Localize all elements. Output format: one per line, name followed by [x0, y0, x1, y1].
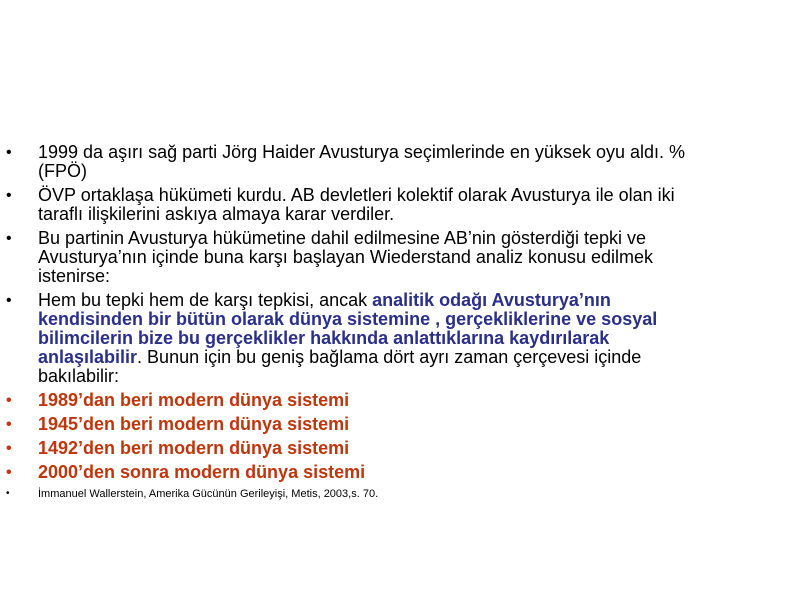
list-item-citation: [6, 487, 706, 501]
bullet-list: [6, 143, 706, 506]
bullet-text: 1492’den beri modern dünya sistemi: [38, 438, 350, 458]
bullet-text: 1989’dan beri modern dünya sistemi: [38, 390, 350, 410]
list-item-period: [6, 391, 706, 410]
bullet-icon: •: [6, 292, 12, 309]
list-item: [6, 291, 706, 386]
bullet-icon: •: [6, 464, 12, 481]
list-item-period: [6, 415, 706, 434]
list-item-period: [6, 463, 706, 482]
citation-text: İmmanuel Wallerstein, Amerika Gücünün Gerileyişi, Metis, 2003,s. 70.: [38, 488, 379, 500]
list-item-period: [6, 439, 706, 458]
bullet-text: Bu partinin Avusturya hükümetine dahil edilmesine AB’nin gösterdiği tepki ve Avusturya’nın içinde buna karşı başlayan Wiederstand analiz konusu edilmek istenirse:: [38, 228, 654, 286]
bullet-icon: •: [6, 440, 12, 457]
bullet-icon: •: [6, 187, 12, 204]
bullet-text: ÖVP ortaklaşa hükümeti kurdu. AB devletleri kolektif olarak Avusturya ile olan iki taraflı ilişkilerini askıya almaya karar verdiler.: [38, 185, 675, 224]
list-item: [6, 143, 706, 181]
bullet-text-after: . Bunun için bu geniş bağlama dört ayrı zaman çerçevesi içinde bakılabilir:: [38, 347, 642, 386]
bullet-icon: •: [6, 488, 10, 499]
highlighted-text: analitik odağı Avusturya’nın kendisinden bir bütün olarak dünya sistemine , gerçekliklerine ve sosyal bilimcilerin bize bu gerçeklikler hakkında anlattıklarına kaydırılarak anlaşılabilir: [38, 290, 658, 367]
bullet-text-before: Hem bu tepki hem de karşı tepkisi, ancak: [38, 290, 373, 310]
bullet-text: 1999 da aşırı sağ parti Jörg Haider Avusturya seçimlerinde en yüksek oyu aldı. % (FPÖ): [38, 142, 686, 181]
bullet-icon: •: [6, 144, 12, 161]
bullet-icon: •: [6, 230, 12, 247]
bullet-icon: •: [6, 392, 12, 409]
bullet-text: 1945’den beri modern dünya sistemi: [38, 414, 350, 434]
bullet-text: 2000’den sonra modern dünya sistemi: [38, 462, 366, 482]
list-item: [6, 186, 706, 224]
list-item: [6, 229, 706, 286]
bullet-icon: •: [6, 416, 12, 433]
